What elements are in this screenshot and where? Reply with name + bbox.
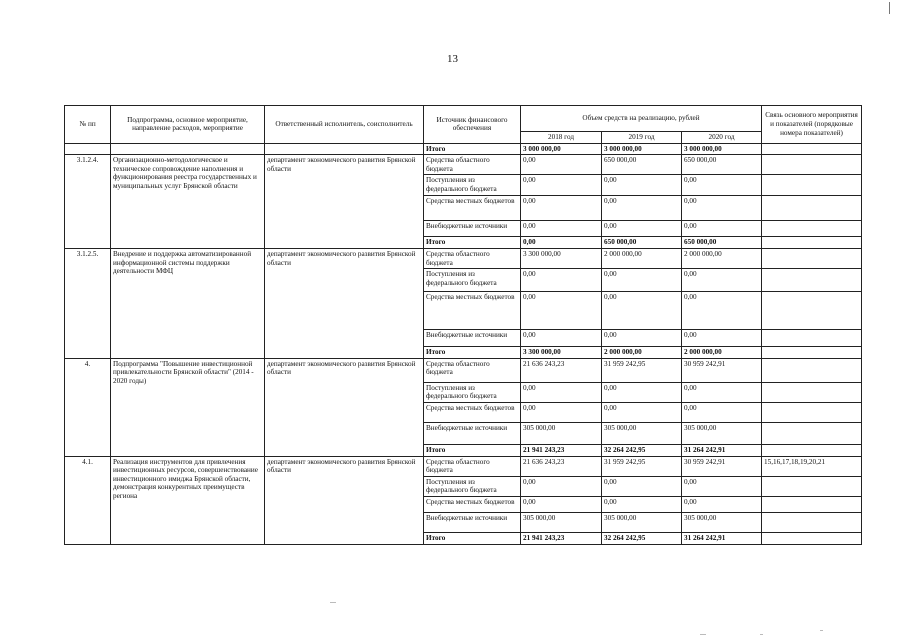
total-value: 0,00 (521, 237, 602, 249)
amount-value: 0,00 (521, 221, 602, 237)
row-number: 4. (65, 358, 111, 456)
indicator-link (762, 422, 862, 444)
executor-name: департамент экономического развития Брянской области (265, 456, 424, 544)
indicator-link (762, 402, 862, 422)
indicator-link (762, 476, 862, 496)
table-body (65, 143, 862, 544)
amount-value: 3 300 000,00 (521, 248, 602, 268)
table-cell (762, 532, 862, 544)
program-name: Организационно-методологическое и техническое сопровождение наполнения и функционирования реестра государственных и муниципальных услуг Брянской области (111, 155, 265, 249)
total-value: 650 000,00 (682, 237, 762, 249)
funding-source: Внебюджетные источники (424, 330, 521, 347)
total-value: 31 264 242,91 (682, 444, 762, 456)
total-value: 21 941 243,23 (521, 532, 602, 544)
amount-value: 0,00 (521, 330, 602, 347)
total-value: 3 000 000,00 (521, 143, 602, 155)
total-value: 3 000 000,00 (602, 143, 682, 155)
amount-value: 305 000,00 (602, 512, 682, 532)
header-year-2020: 2020 год (682, 132, 762, 144)
amount-value: 2 000 000,00 (602, 248, 682, 268)
amount-value: 31 959 242,95 (602, 456, 682, 476)
amount-value: 0,00 (521, 269, 602, 292)
amount-value: 0,00 (521, 476, 602, 496)
table-row (65, 456, 862, 476)
funding-source: Средства местных бюджетов (424, 196, 521, 221)
funding-source: Поступления из федерального бюджета (424, 269, 521, 292)
page-number: 13 (447, 53, 458, 65)
budget-table (64, 105, 862, 545)
total-value: 21 941 243,23 (521, 444, 602, 456)
total-value: 3 000 000,00 (682, 143, 762, 155)
total-label: Итого (424, 143, 521, 155)
amount-value: 0,00 (602, 382, 682, 402)
total-label: Итого (424, 532, 521, 544)
amount-value: 0,00 (602, 496, 682, 512)
executor-name: департамент экономического развития Брянской области (265, 248, 424, 358)
amount-value: 0,00 (521, 496, 602, 512)
amount-value: 650 000,00 (602, 155, 682, 175)
table-cell (762, 347, 862, 359)
amount-value: 0,00 (602, 292, 682, 330)
indicator-link (762, 382, 862, 402)
total-value: 32 264 242,95 (602, 444, 682, 456)
funding-source: Средства областного бюджета (424, 248, 521, 268)
table-cell (111, 143, 265, 155)
amount-value: 0,00 (682, 292, 762, 330)
row-number: 3.1.2.4. (65, 155, 111, 249)
total-label: Итого (424, 444, 521, 456)
funding-source: Средства областного бюджета (424, 155, 521, 175)
indicator-link (762, 330, 862, 347)
funding-source: Внебюджетные источники (424, 221, 521, 237)
indicator-link (762, 155, 862, 175)
scan-speck (820, 630, 823, 631)
scan-speck (330, 602, 336, 603)
amount-value: 305 000,00 (682, 512, 762, 532)
amount-value: 0,00 (682, 382, 762, 402)
indicator-link (762, 512, 862, 532)
funding-source: Внебюджетные источники (424, 512, 521, 532)
total-value: 32 264 242,95 (602, 532, 682, 544)
table-cell (762, 444, 862, 456)
funding-source: Средства местных бюджетов (424, 402, 521, 422)
total-value: 650 000,00 (602, 237, 682, 249)
amount-value: 0,00 (602, 175, 682, 196)
row-number: 3.1.2.5. (65, 248, 111, 358)
table-cell (762, 237, 862, 249)
funding-source: Внебюджетные источники (424, 422, 521, 444)
amount-value: 0,00 (682, 196, 762, 221)
amount-value: 21 636 243,23 (521, 456, 602, 476)
amount-value: 30 959 242,91 (682, 358, 762, 382)
total-value: 3 300 000,00 (521, 347, 602, 359)
table-row (65, 358, 862, 382)
funding-source: Поступления из федерального бюджета (424, 476, 521, 496)
header-sources: Источник финансового обеспечения (424, 106, 521, 144)
table-row (65, 248, 862, 268)
indicator-link (762, 248, 862, 268)
total-value: 2 000 000,00 (682, 347, 762, 359)
amount-value: 0,00 (602, 269, 682, 292)
table-cell (762, 143, 862, 155)
header-program: Подпрограмма, основное мероприятие, направление расходов, мероприятие (111, 106, 265, 144)
header-year-2018: 2018 год (521, 132, 602, 144)
amount-value: 305 000,00 (521, 422, 602, 444)
header-year-2019: 2019 год (602, 132, 682, 144)
executor-name: департамент экономического развития Брянской области (265, 155, 424, 249)
amount-value: 305 000,00 (682, 422, 762, 444)
amount-value: 0,00 (521, 155, 602, 175)
total-value: 31 264 242,91 (682, 532, 762, 544)
program-name: Внедрение и поддержка автоматизированной информационной системы поддержки деятельности МФЦ (111, 248, 265, 358)
indicator-link (762, 221, 862, 237)
indicator-link (762, 196, 862, 221)
indicator-link (762, 496, 862, 512)
scan-speck (700, 634, 706, 635)
total-label: Итого (424, 237, 521, 249)
total-label: Итого (424, 347, 521, 359)
amount-value: 0,00 (682, 402, 762, 422)
amount-value: 650 000,00 (682, 155, 762, 175)
amount-value: 0,00 (521, 402, 602, 422)
amount-value: 0,00 (602, 402, 682, 422)
amount-value: 0,00 (682, 476, 762, 496)
scan-edge-mark (889, 2, 890, 14)
amount-value: 0,00 (682, 496, 762, 512)
indicator-link (762, 269, 862, 292)
amount-value: 0,00 (682, 221, 762, 237)
top-total-row (65, 143, 862, 155)
header-amount: Объем средств на реализацию, рублей (521, 106, 762, 132)
header-link: Связь основного мероприятия и показателей (порядковые номера показателей) (762, 106, 862, 144)
amount-value: 31 959 242,95 (602, 358, 682, 382)
indicator-link (762, 292, 862, 330)
indicator-link (762, 358, 862, 382)
amount-value: 0,00 (602, 221, 682, 237)
funding-source: Поступления из федерального бюджета (424, 382, 521, 402)
amount-value: 305 000,00 (602, 422, 682, 444)
amount-value: 0,00 (602, 476, 682, 496)
funding-source: Средства местных бюджетов (424, 292, 521, 330)
amount-value: 0,00 (682, 269, 762, 292)
table-row (65, 155, 862, 175)
table-cell (265, 143, 424, 155)
funding-source: Средства областного бюджета (424, 456, 521, 476)
amount-value: 0,00 (521, 382, 602, 402)
scan-speck (760, 634, 763, 635)
program-name: Подпрограмма "Повышение инвестиционной привлекательности Брянской области" (2014 - 2020 годы) (111, 358, 265, 456)
amount-value: 0,00 (602, 330, 682, 347)
amount-value: 30 959 242,91 (682, 456, 762, 476)
header-executor: Ответственный исполнитель, соисполнитель (265, 106, 424, 144)
amount-value: 0,00 (521, 292, 602, 330)
funding-source: Поступления из федерального бюджета (424, 175, 521, 196)
amount-value: 305 000,00 (521, 512, 602, 532)
table-cell (65, 143, 111, 155)
program-name: Реализация инструментов для привлечения инвестиционных ресурсов, совершенствование инвестиционного имиджа Брянской области, демонстрация конкурентных преимуществ региона (111, 456, 265, 544)
executor-name: департамент экономического развития Брянской области (265, 358, 424, 456)
funding-source: Средства местных бюджетов (424, 496, 521, 512)
row-number: 4.1. (65, 456, 111, 544)
amount-value: 0,00 (521, 175, 602, 196)
total-value: 2 000 000,00 (602, 347, 682, 359)
amount-value: 0,00 (682, 175, 762, 196)
amount-value: 2 000 000,00 (682, 248, 762, 268)
amount-value: 21 636 243,23 (521, 358, 602, 382)
amount-value: 0,00 (682, 330, 762, 347)
amount-value: 0,00 (521, 196, 602, 221)
indicator-link: 15,16,17,18,19,20,21 (762, 456, 862, 476)
indicator-link (762, 175, 862, 196)
amount-value: 0,00 (602, 196, 682, 221)
funding-source: Средства областного бюджета (424, 358, 521, 382)
header-no: № пп (65, 106, 111, 144)
